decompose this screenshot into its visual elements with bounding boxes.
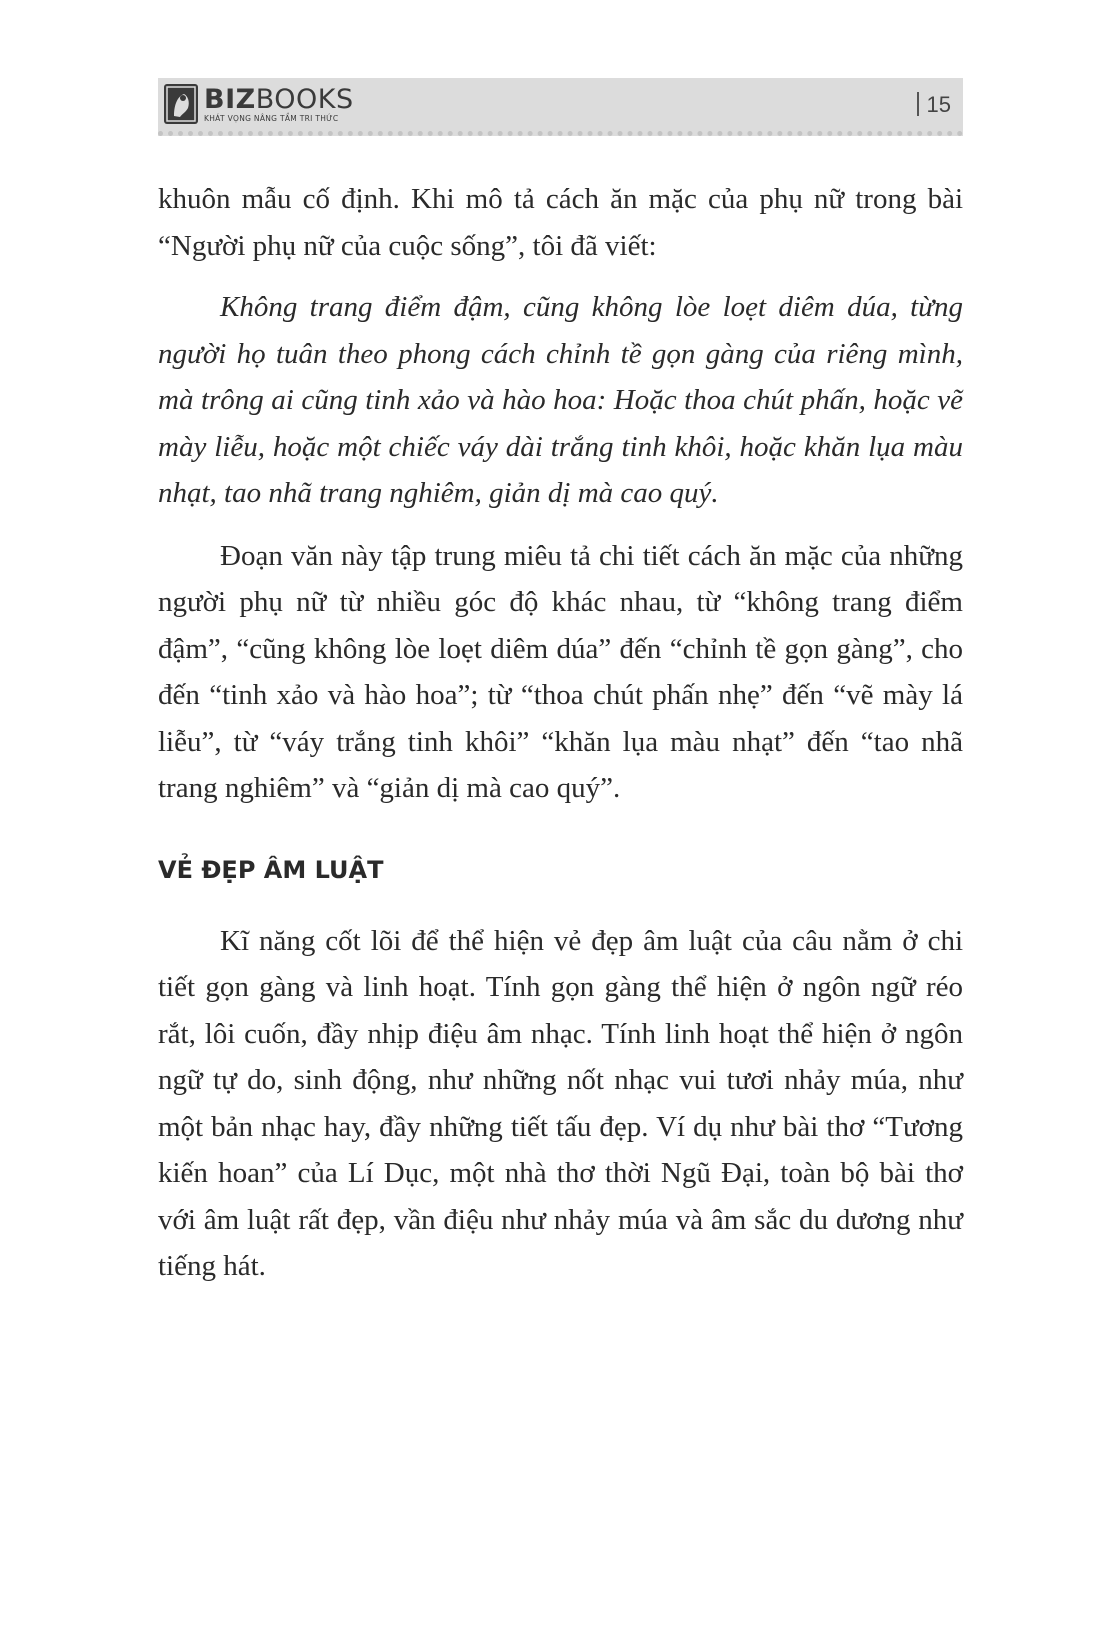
publisher-name: BIZBOOKS — [204, 83, 354, 115]
page-header — [158, 78, 963, 136]
paragraph-continuation: khuôn mẫu cố định. Khi mô tả cách ăn mặc của phụ nữ trong bài “Người phụ nữ của cuộc sống”, tôi đã viết: — [158, 183, 963, 262]
publisher-emblem-icon — [164, 84, 198, 124]
quoted-passage: Không trang điểm đậm, cũng không lòe loẹt diêm dúa, từng người họ tuân theo phong cách chỉnh tề gọn gàng của riêng mình, mà trông ai cũng tinh xảo và hào hoa: Hoặc thoa chút phấn, hoặc vẽ mày liễu, hoặc một chiếc váy dài trắng tinh khôi, hoặc khăn lụa màu nhạt, tao nhã trang nghiêm, giản dị mà cao quý. — [158, 291, 963, 509]
page-number: 15 — [917, 92, 951, 118]
publisher-logo — [164, 84, 354, 124]
publisher-tagline: KHÁT VỌNG NÂNG TẦM TRI THỨC — [204, 113, 339, 123]
paragraph-section-body: Kĩ năng cốt lõi để thể hiện vẻ đẹp âm luật của câu nằm ở chi tiết gọn gàng và linh hoạt. Tính gọn gàng thể hiện ở ngôn ngữ réo rắt, lôi cuốn, đầy nhịp điệu âm nhạc. Tính linh hoạt thể hiện ở ngôn ngữ tự do, sinh động, như những nốt nhạc vui tươi nhảy múa, như một bản nhạc hay, đầy những tiết tấu đẹp. Ví dụ như bài thơ “Tương kiến hoan” của Lí Dục, một nhà thơ thời Ngũ Đại, toàn bộ bài thơ với âm luật rất đẹp, vần điệu như nhảy múa và âm sắc du dương như tiếng hát. — [158, 924, 963, 1282]
section-heading: VẺ ĐẸP ÂM LUẬT — [158, 855, 384, 884]
paragraph-analysis: Đoạn văn này tập trung miêu tả chi tiết cách ăn mặc của những người phụ nữ từ nhiều góc độ khác nhau, từ “không trang điểm đậm”, “cũng không lòe loẹt diêm dúa” đến “chỉnh tề gọn gàng”, cho đến “tinh xảo và hào hoa”; từ “thoa chút phấn nhẹ” đến “vẽ mày lá liễu”, từ “váy trắng tinh khôi” “khăn lụa màu nhạt” đến “tao nhã trang nghiêm” và “giản dị mà cao quý”. — [158, 539, 963, 804]
page-body — [158, 176, 963, 1290]
page-number-divider — [917, 92, 919, 116]
